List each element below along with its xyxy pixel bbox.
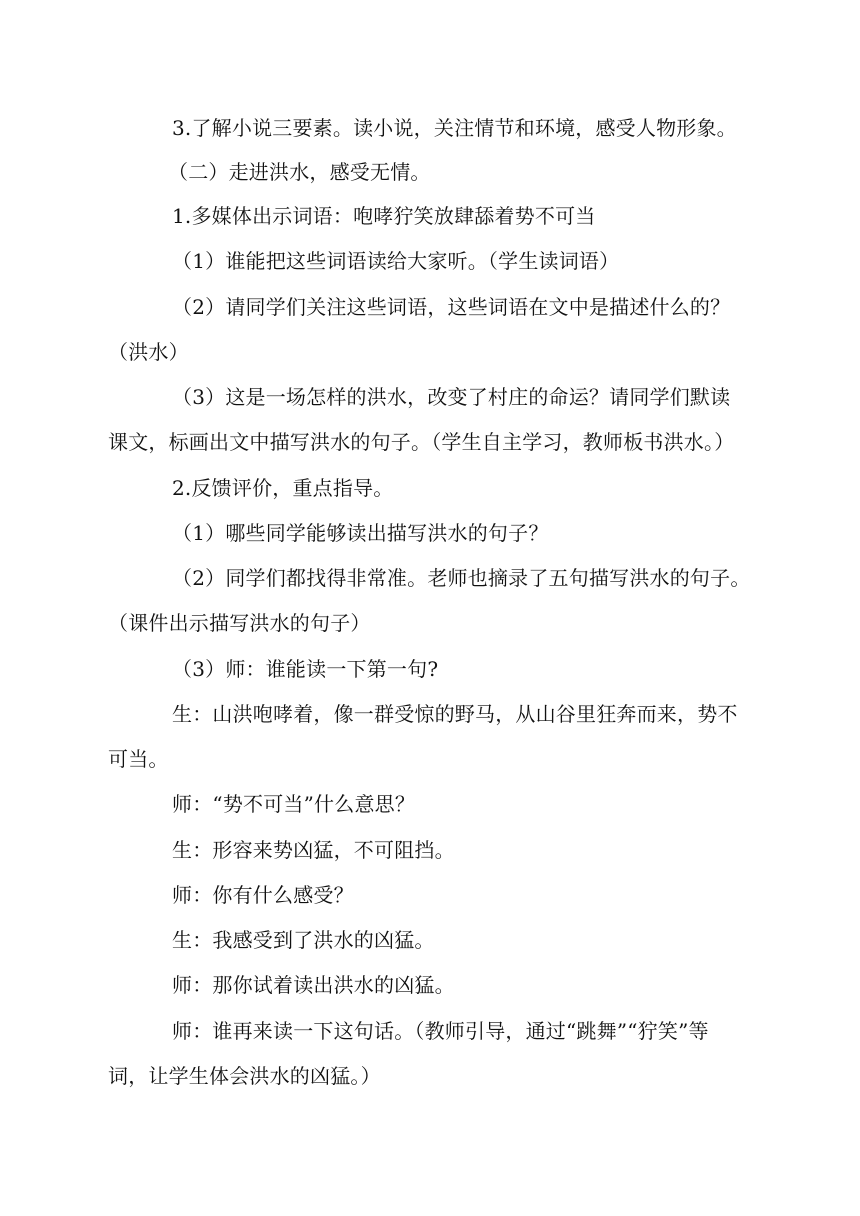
section-heading: （二）走进洪水，感受无情。 [168,160,431,184]
text-line: 生：形容来势凶猛，不可阻挡。 [172,838,455,862]
text-line: 词，让学生体会洪水的凶猛。） [108,1064,381,1088]
text-line: 师：“势不可当”什么意思？ [172,792,416,816]
text-line: （2）同学们都找得非常准。老师也摘录了五句描写洪水的句子。 [172,566,751,590]
text-line: （1）哪些同学能够读出描写洪水的句子？ [172,521,549,545]
text-line: （3）师：谁能读一下第一句? [172,657,439,681]
text-line: （1）谁能把这些词语读给大家听。（学生读词语） [172,249,620,273]
text-line: 2.反馈评价，重点指导。 [172,476,394,500]
text-line: 生：我感受到了洪水的凶猛。 [172,928,435,952]
text-line: 3.了解小说三要素。读小说，关注情节和环境，感受人物形象。 [172,116,737,140]
text-line: 生：山洪咆哮着，像一群受惊的野马，从山谷里狂奔而来，势不 [172,702,738,726]
text-line: （2）请同学们关注这些词语，这些词语在文中是描述什么的？ [172,295,731,319]
text-line: 师：谁再来读一下这句话。（教师引导，通过“跳舞”“狞笑”等 [172,1019,709,1043]
text-line: 可当。 [108,747,169,771]
text-line: 师：那你试着读出洪水的凶猛。 [172,973,455,997]
text-line: 师：你有什么感受？ [172,883,354,907]
text-line: （3）这是一场怎样的洪水，改变了村庄的命运？请同学们默读 [172,385,731,409]
text-line: 课文，标画出文中描写洪水的句子。（学生自主学习，教师板书洪水。） [108,430,735,454]
text-line: 1.多媒体出示词语：咆哮狞笑放肆舔着势不可当 [172,204,596,228]
text-line: （洪水） [108,340,189,364]
text-line: （课件出示描写洪水的句子） [108,611,371,635]
